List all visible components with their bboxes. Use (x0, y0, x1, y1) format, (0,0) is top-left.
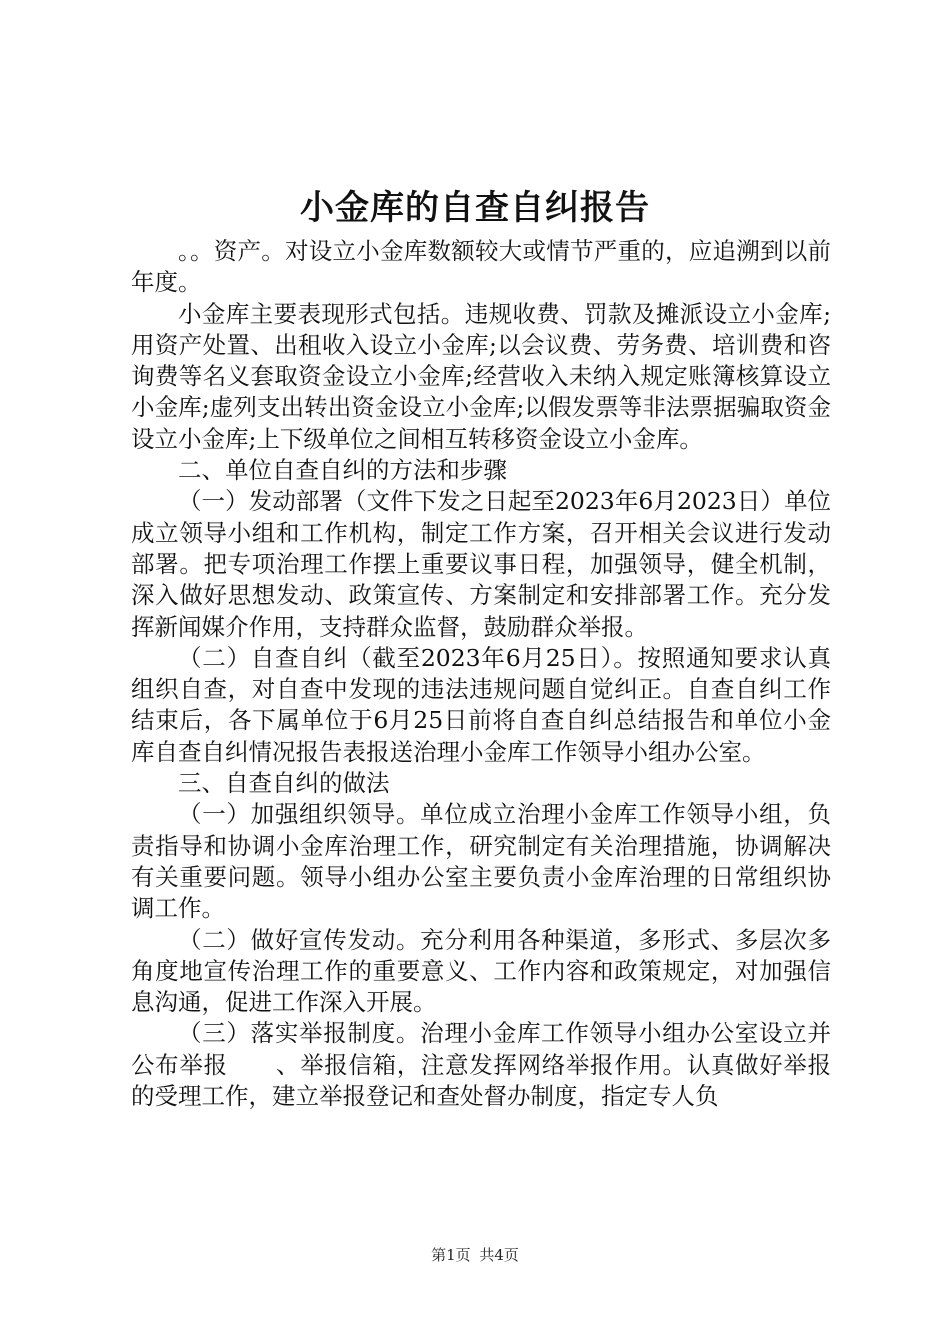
page-number: 第1页 (431, 1246, 471, 1264)
page-footer (0, 1244, 950, 1265)
paragraph: （一）发动部署（文件下发之日起至2023年6月2023日）单位成立领导小组和工作机构，制定工作方案，召开相关会议进行发动部署。把专项治理工作摆上重要议事日程，加强领导，健全机制，深入做好思想发动、政策宣传、方案制定和安排部署工作。充分发挥新闻媒介作用，支持群众监督，鼓励群众举报。 (131, 487, 831, 641)
page-total: 共4页 (479, 1246, 519, 1264)
section-heading: 二、单位自查自纠的方法和步骤 (178, 456, 507, 485)
paragraph: （二）做好宣传发动。充分利用各种渠道，多形式、多层次多角度地宣传治理工作的重要意义、工作内容和政策规定，对加强信息沟通，促进工作深入开展。 (131, 925, 831, 1017)
paragraph: （三）落实举报制度。治理小金库工作领导小组办公室设立并公布举报 、举报信箱，注意发挥网络举报作用。认真做好举报的受理工作，建立举报登记和查处督办制度，指定专人负 (131, 1019, 831, 1111)
paragraph: （二）自查自纠（截至2023年6月25日）。按照通知要求认真组织自查，对自查中发现的违法违规问题自觉纠正。自查自纠工作结束后，各下属单位于6月25日前将自查自纠总结报告和单位小金库自查自纠情况报告表报送治理小金库工作领导小组办公室。 (131, 643, 831, 766)
document-body (131, 236, 831, 1112)
section-heading: 三、自查自纠的做法 (178, 769, 390, 798)
paragraph: 。。资产。对设立小金库数额较大或情节严重的，应追溯到以前年度。 (131, 237, 831, 297)
paragraph: （一）加强组织领导。单位成立治理小金库工作领导小组，负责指导和协调小金库治理工作，研究制定有关治理措施，协调解决有关重要问题。领导小组办公室主要负责小金库治理的日常组织协调工作。 (131, 800, 831, 923)
document-title: 小金库的自查自纠报告 (300, 188, 650, 228)
paragraph: 小金库主要表现形式包括。违规收费、罚款及摊派设立小金库;用资产处置、出租收入设立小金库;以会议费、劳务费、培训费和咨询费等名义套取资金设立小金库;经营收入未纳入规定账簿核算设立小金库;虚列支出转出资金设立小金库;以假发票等非法票据骗取资金设立小金库;上下级单位之间相互转移资金设立小金库。 (131, 299, 831, 453)
